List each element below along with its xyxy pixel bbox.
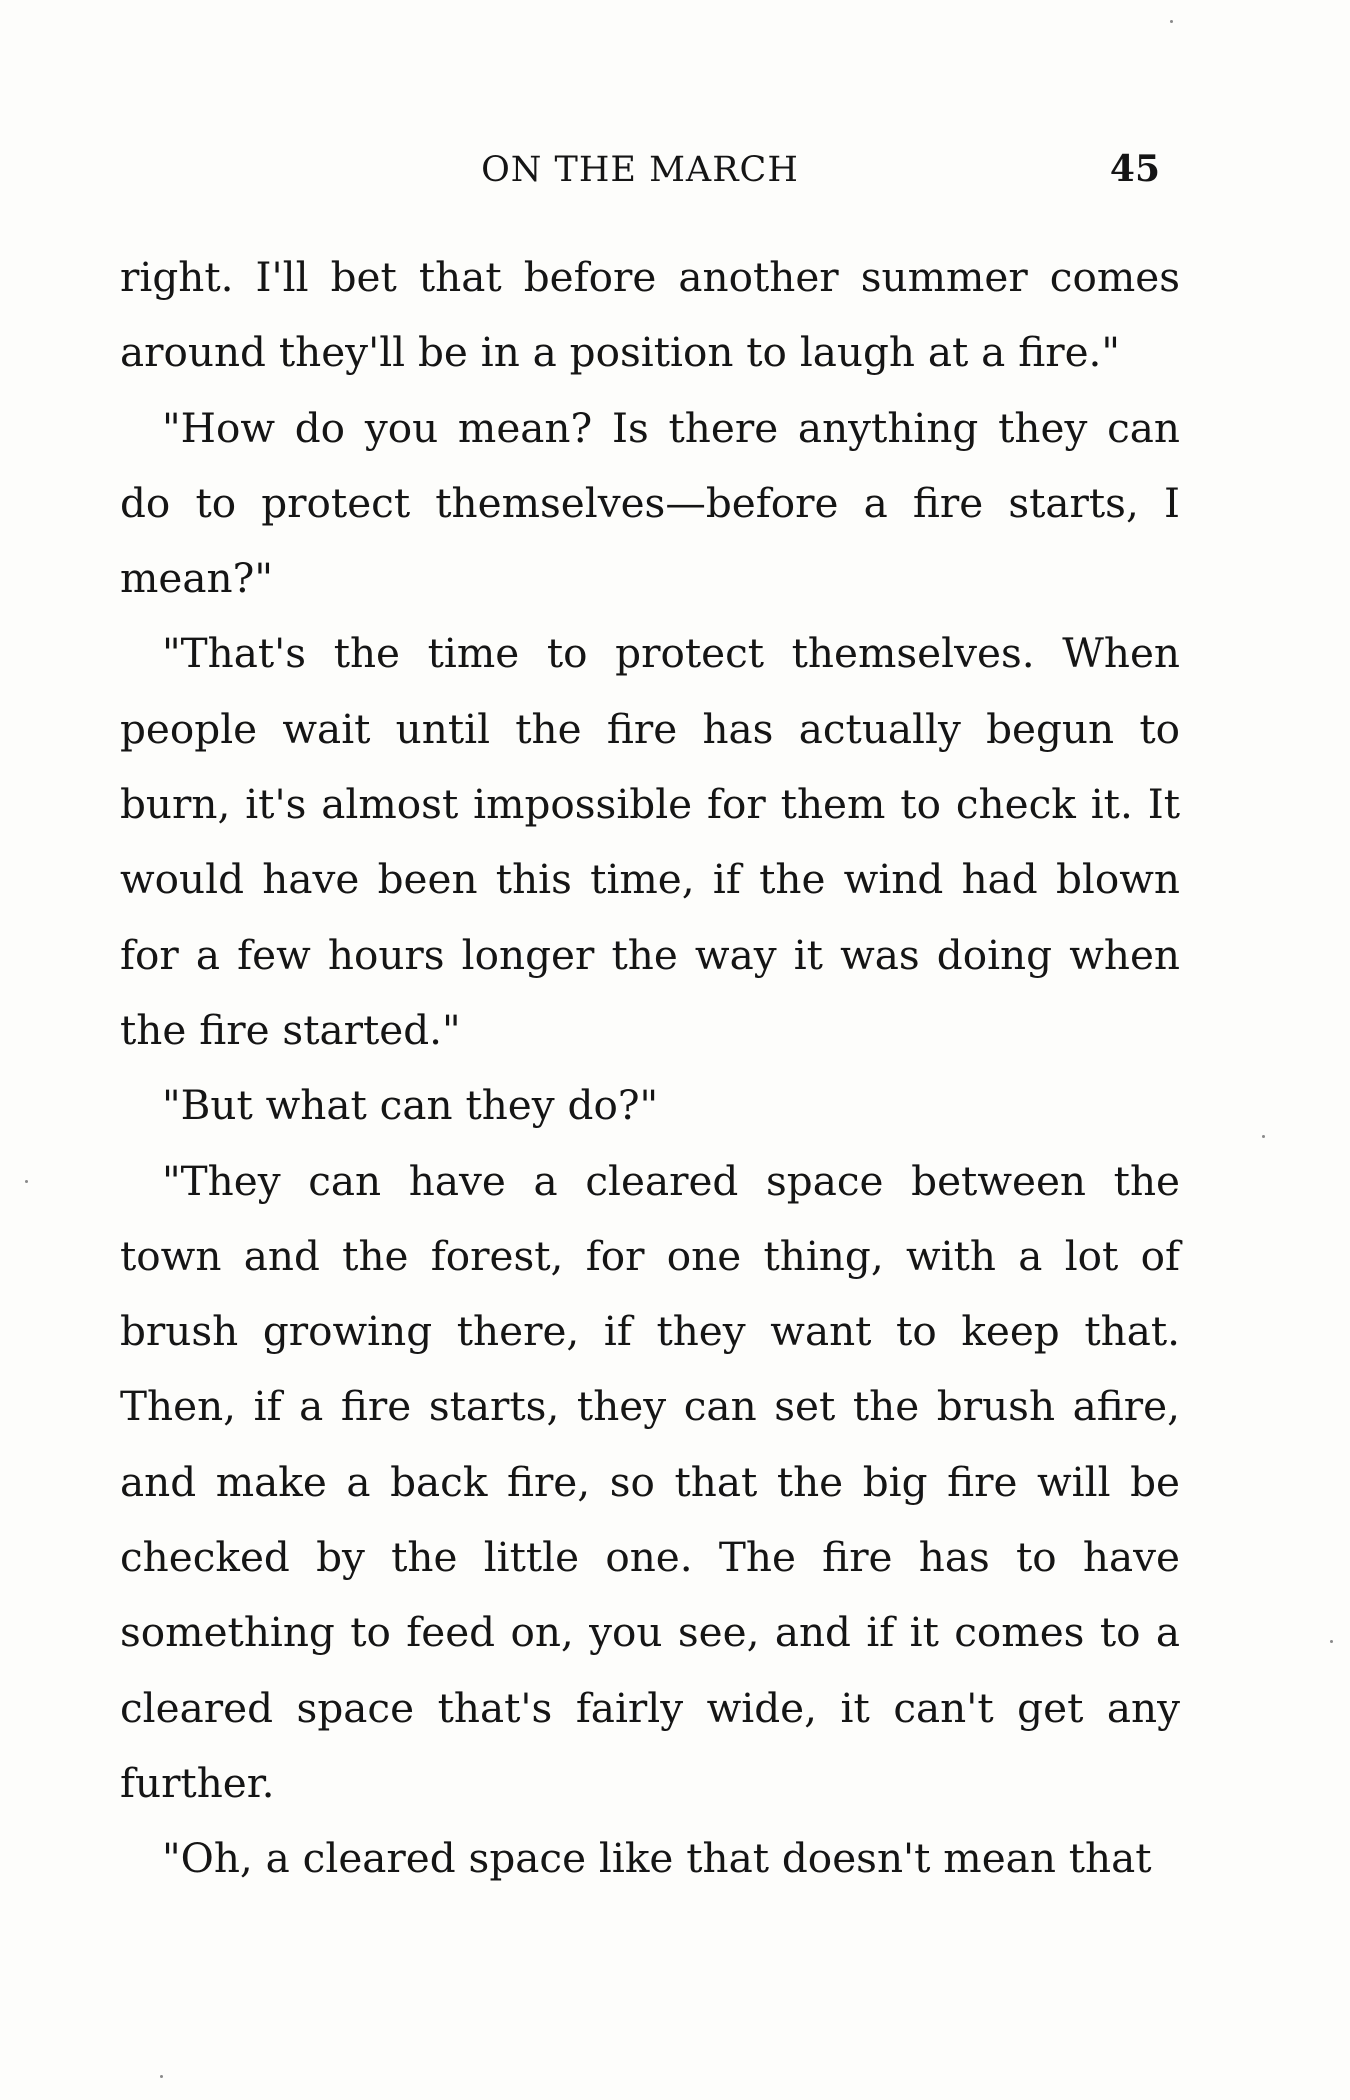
body-text (120, 240, 1180, 1897)
paragraph-3: "That's the time to protect themselves. When people wait until the fire has actually begun to burn, it's almost impossible for them to check it. It would have been this time, if the wind had blown for a few hours longer the way it was doing when the fire started." (120, 629, 1180, 1054)
paragraph-6: "Oh, a cleared space like that doesn't mean that (162, 1834, 1152, 1883)
paper-speck (25, 1180, 28, 1183)
paragraph-5: "They can have a cleared space between the town and the forest, for one thing, with a lot of brush growing there, if they want to keep that. Then, if a fire starts, they can set the brush afire, and make a back fire, so that the big fire will be checked by the little one. The fire has to have something to feed on, you see, and if it comes to a cleared space that's fairly wide, it can't get any further. (120, 1156, 1180, 1807)
paragraph-2: "How do you mean? Is there anything they can do to protect themselves—before a fire starts, I mean?" (120, 403, 1180, 603)
paragraph-1: right. I'll bet that before another summer comes around they'll be in a position to laugh at a fire." (120, 253, 1180, 377)
paper-speck (1170, 20, 1173, 23)
running-head (120, 150, 1160, 210)
running-title: ON THE MARCH (481, 150, 799, 190)
paper-speck (1330, 1640, 1333, 1643)
paragraph-4: "But what can they do?" (162, 1081, 659, 1130)
paper-speck (160, 2075, 163, 2078)
paper-speck (1262, 1135, 1265, 1138)
page-number: 45 (1109, 148, 1160, 190)
